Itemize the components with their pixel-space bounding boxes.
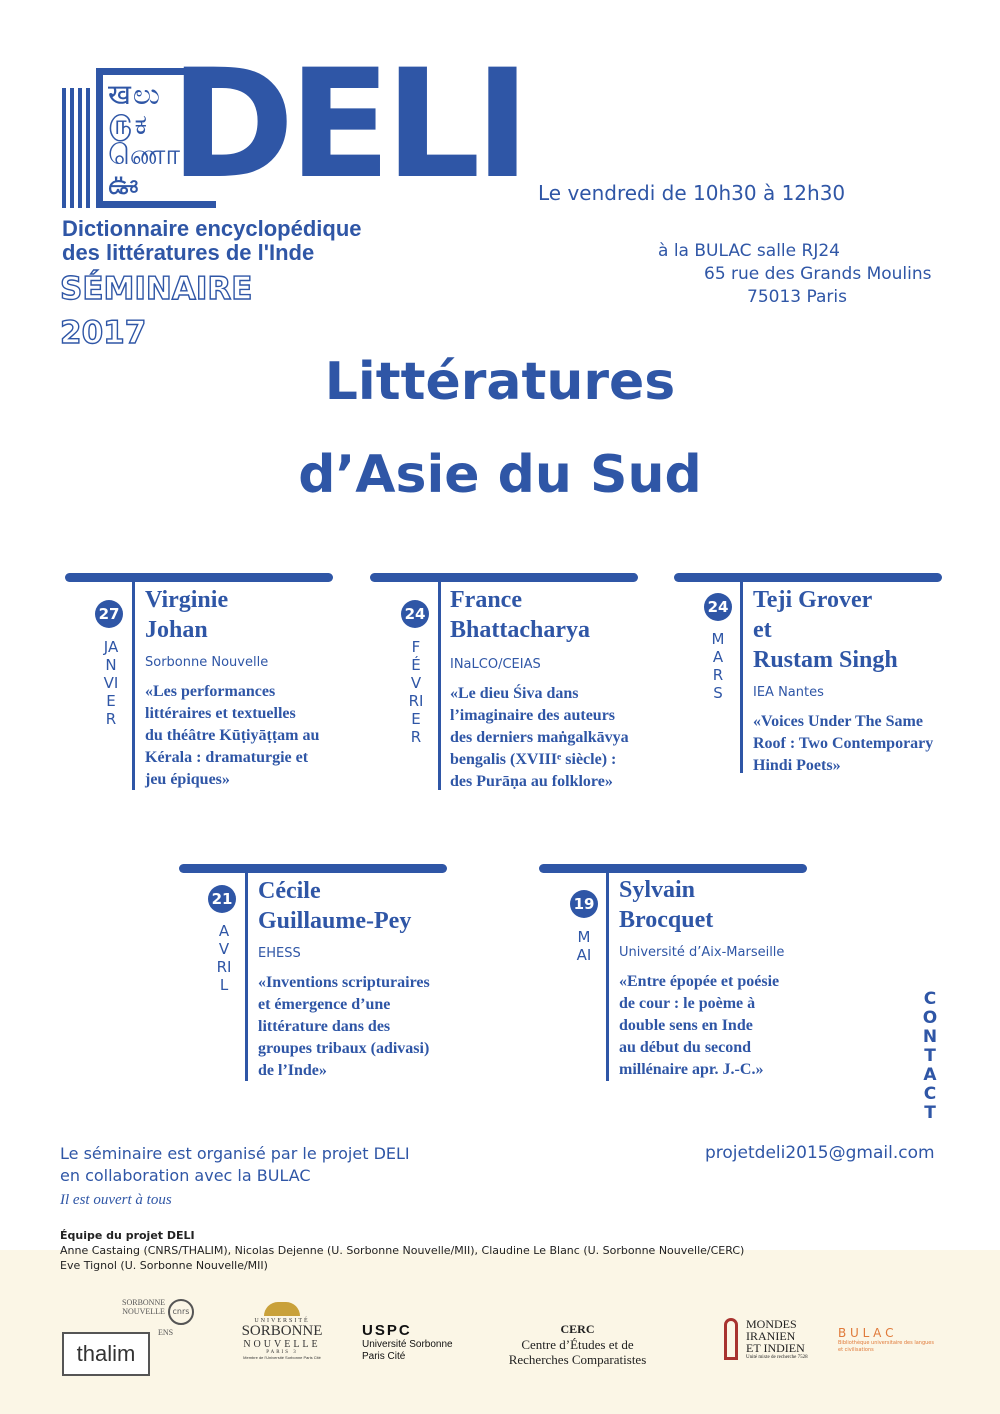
session-day: 24 <box>401 600 429 628</box>
session-day: 27 <box>95 600 123 628</box>
speaker-name: France Bhattacharya <box>450 587 590 643</box>
team-credits: Équipe du projet DELI Anne Castaing (CNRS/THALIM), Nicolas Dejenne (U. Sorbonne Nouvelle/MII), Claudine Le Blanc (U. Sorbonne Nouvelle/CERC) Eve Tignol (U. Sorbonne Nouvelle/MII) <box>60 1229 745 1272</box>
seminar-label: SÉMINAIRE <box>60 271 253 307</box>
venue-line-2: 65 rue des Grands Moulins <box>704 264 932 284</box>
session-day: 24 <box>704 593 732 621</box>
session-month: FÉVRIER <box>408 638 424 746</box>
session-month: MARS <box>711 630 725 702</box>
logo-deli: DELI <box>170 38 525 212</box>
session-card-april <box>179 864 447 1084</box>
session-card-march <box>674 573 942 773</box>
logo-script-text: खಲು ௫ಕ ணொ ఊ <box>108 78 183 201</box>
organization-note: Le séminaire est organisé par le projet DELI en collaboration avec la BULAC <box>60 1144 410 1185</box>
session-month: JANVIER <box>103 638 119 728</box>
speaker-affiliation: EHESS <box>258 946 301 961</box>
talk-title: «Entre épopée et poésie de cour : le poème à double sens en Inde au début du second millénaire apr. J.-C.» <box>619 973 780 1078</box>
talk-title: «Inventions scripturaires et émergence d’une littérature dans des groupes tribaux (adivasi) de l’Inde» <box>258 974 430 1079</box>
speaker-name: Cécile Guillaume-Pey <box>258 878 412 934</box>
session-card-january <box>65 573 333 793</box>
sorbonne-emblem-icon <box>264 1302 300 1316</box>
session-month: AVRIL <box>216 922 232 994</box>
contact-email-link[interactable]: projetdeli2015@gmail.com <box>705 1143 935 1163</box>
speaker-affiliation: INaLCO/CEIAS <box>450 657 541 672</box>
contact-label: CONTACT <box>922 989 938 1123</box>
session-month: MAI <box>576 928 592 964</box>
main-title-line-2: d’Asie du Sud <box>298 445 702 505</box>
venue-line-1: à la BULAC salle RJ24 <box>658 241 840 261</box>
speaker-name: Teji Grover et Rustam Singh <box>753 587 898 673</box>
session-day: 19 <box>570 890 598 918</box>
talk-title: «Voices Under The Same Roof : Two Contemporary Hindi Poets» <box>753 713 934 774</box>
speaker-affiliation: Sorbonne Nouvelle <box>145 655 269 670</box>
speaker-affiliation: IEA Nantes <box>753 685 824 700</box>
seminar-year: 2017 <box>60 315 147 351</box>
session-card-february <box>370 573 638 793</box>
schedule-text: Le vendredi de 10h30 à 12h30 <box>538 181 846 205</box>
talk-title: «Le dieu Śiva dans l’imaginaire des auteurs des derniers maṅgalkāvya bengalis (XVIIIᵉ siècle) : des Purāṇa au folklore» <box>450 685 629 790</box>
speaker-name: Sylvain Brocquet <box>619 877 714 933</box>
sorbonne-nouvelle-logo: UNIVERSITÉ SORBONNE NOUVELLE PARIS 3 Membre de l'Université Sorbonne Paris Cité <box>232 1302 332 1360</box>
bulac-logo: B U L A C Bibliothèque universitaire des langues et civilisations <box>838 1326 934 1353</box>
speaker-name: Virginie Johan <box>145 587 229 643</box>
mii-emblem-icon <box>724 1318 738 1360</box>
uspc-logo: USPC Université Sorbonne Paris Cité <box>362 1322 453 1362</box>
session-card-may <box>539 864 807 1084</box>
logo-subtitle: Dictionnaire encyclopédique des littératures de l'Inde <box>62 216 362 265</box>
main-title-line-1: Littératures <box>324 352 676 412</box>
venue-line-3: 75013 Paris <box>747 287 847 307</box>
thalim-logo: SORBONNE NOUVELLE cnrs ENS thalim <box>60 1298 220 1388</box>
talk-title: «Les performances littéraires et textuelles du théâtre Kūṭiyāṭṭam au Kérala : dramaturgie et jeu épiques» <box>145 683 320 788</box>
open-to-all-note: Il est ouvert à tous <box>60 1192 172 1208</box>
cerc-logo: CERC Centre d’Études et de Recherches Comparatistes <box>508 1322 647 1367</box>
logo-book-stripes <box>62 88 92 208</box>
speaker-affiliation: Université d’Aix-Marseille <box>619 945 785 960</box>
session-day: 21 <box>208 885 236 913</box>
